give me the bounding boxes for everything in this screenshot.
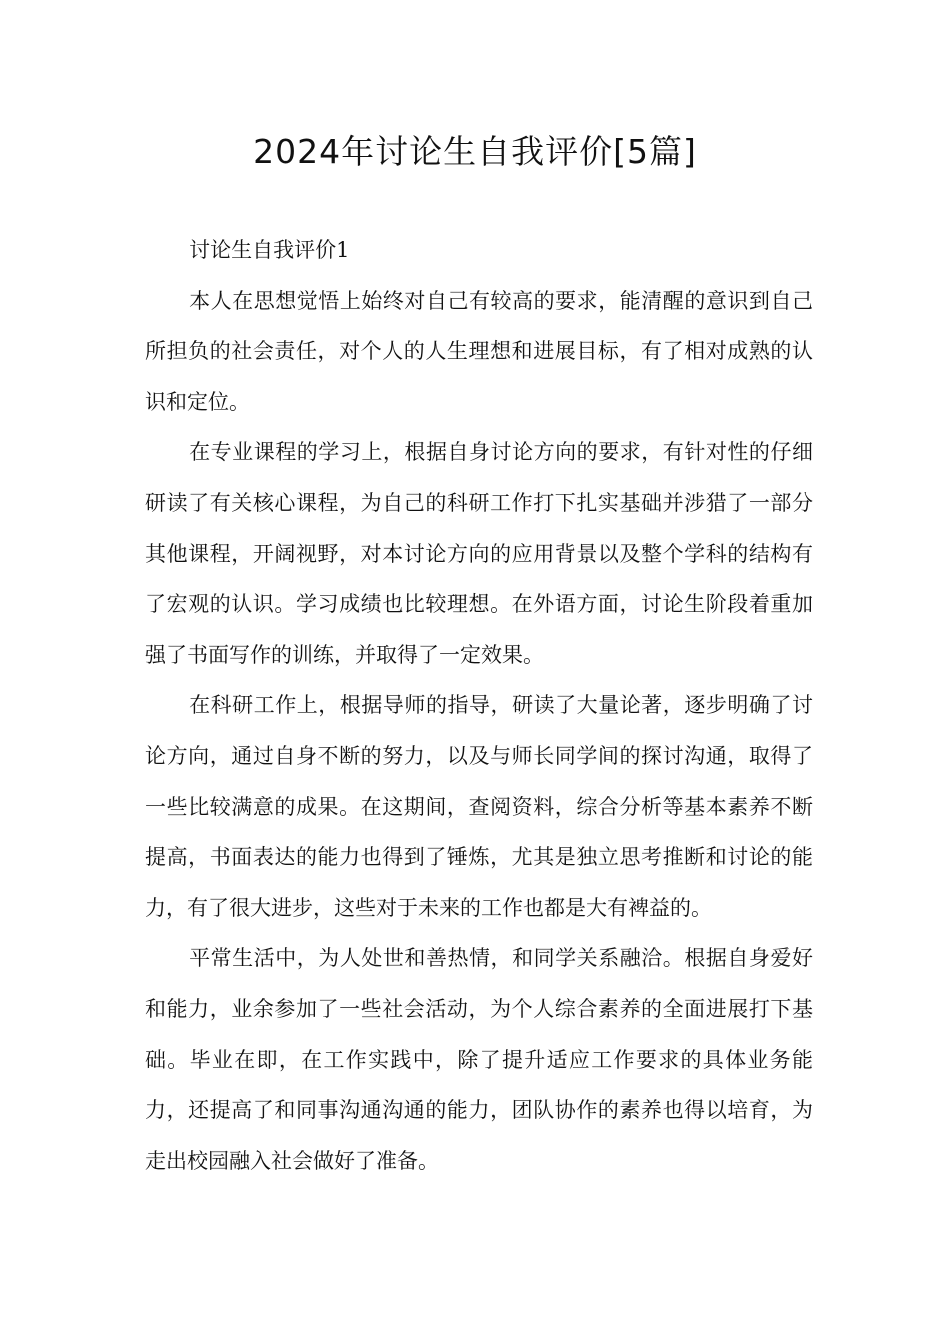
paragraph: 本人在思想觉悟上始终对自己有较高的要求，能清醒的意识到自己所担负的社会责任，对个人的人生理想和进展目标，有了相对成熟的认识和定位。 bbox=[145, 288, 813, 414]
document-title: 2024年讨论生自我评价[5篇] bbox=[253, 132, 697, 171]
section-heading: 讨论生自我评价1 bbox=[189, 238, 350, 262]
paragraph: 平常生活中，为人处世和善热情，和同学关系融洽。根据自身爱好和能力，业余参加了一些社会活动，为个人综合素养的全面进展打下基础。毕业在即，在工作实践中，除了提升适应工作要求的具体业务能力，还提高了和同事沟通沟通的能力，团队协作的素养也得以培育，为走出校园融入社会做好了准备。 bbox=[145, 946, 813, 1173]
paragraph: 在科研工作上，根据导师的指导，研读了大量论著，逐步明确了讨论方向，通过自身不断的努力，以及与师长同学间的探讨沟通，取得了一些比较满意的成果。在这期间，查阅资料，综合分析等基本素养不断提高，书面表达的能力也得到了锤炼，尤其是独立思考推断和讨论的能力，有了很大进步，这些对于未来的工作也都是大有裨益的。 bbox=[145, 693, 813, 920]
document-body bbox=[145, 225, 813, 1186]
paragraph: 在专业课程的学习上，根据自身讨论方向的要求，有针对性的仔细研读了有关核心课程，为自己的科研工作打下扎实基础并涉猎了一部分其他课程，开阔视野，对本讨论方向的应用背景以及整个学科的结构有了宏观的认识。学习成绩也比较理想。在外语方面，讨论生阶段着重加强了书面写作的训练，并取得了一定效果。 bbox=[145, 440, 813, 667]
